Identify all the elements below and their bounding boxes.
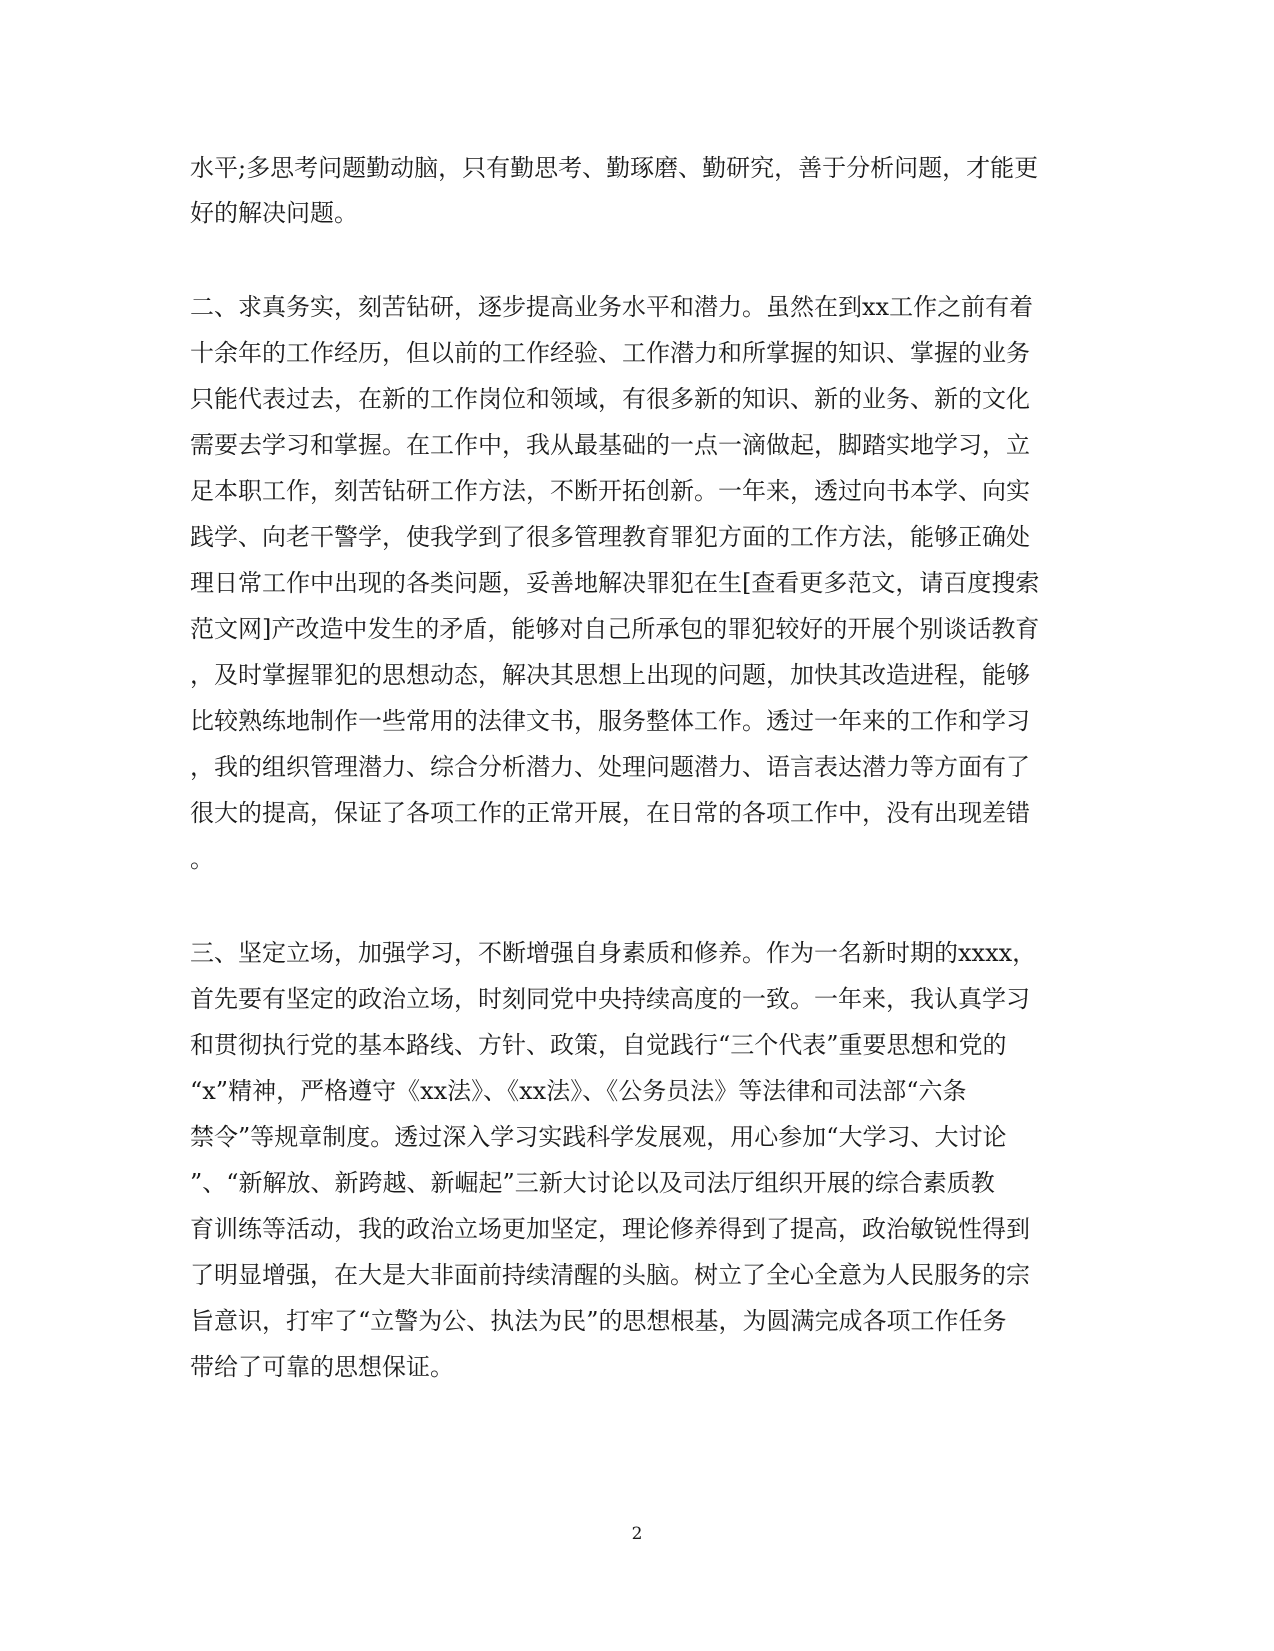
paragraph-2-line-5: 足本职工作，刻苦钻研工作方法，不断开拓创新。一年来，透过向书本学、向实 [190,477,1030,505]
paragraph-2-line-7: 理日常工作中出现的各类问题，妥善地解决罪犯在生[查看更多范文，请百度搜索 [190,569,1040,597]
paragraph-3-line-5: 禁令”等规章制度。透过深入学习实践科学发展观，用心参加“大学习、大讨论 [190,1123,1007,1151]
paragraph-2-line-1: 二、求真务实，刻苦钻研，逐步提高业务水平和潜力。虽然在到xx工作之前有着 [190,293,1034,321]
paragraph-3-line-8: 了明显增强，在大是大非面前持续清醒的头脑。树立了全心全意为人民服务的宗 [190,1261,1030,1289]
paragraph-1-line-2: 好的解决问题。 [190,199,358,227]
paragraph-3-line-7: 育训练等活动，我的政治立场更加坚定，理论修养得到了提高，政治敏锐性得到 [190,1215,1030,1243]
paragraph-1-line-1: 水平;多思考问题勤动脑，只有勤思考、勤琢磨、勤研究，善于分析问题，才能更 [190,154,1039,182]
paragraph-2-line-10: 比较熟练地制作一些常用的法律文书，服务整体工作。透过一年来的工作和学习 [190,707,1030,735]
paragraph-2-line-4: 需要去学习和掌握。在工作中，我从最基础的一点一滴做起，脚踏实地学习，立 [190,431,1030,459]
page-number: 2 [631,1524,643,1544]
paragraph-3-line-6: ”、“新解放、新跨越、新崛起”三新大讨论以及司法厅组织开展的综合素质教 [190,1169,995,1197]
paragraph-2-line-11: ，我的组织管理潜力、综合分析潜力、处理问题潜力、语言表达潜力等方面有了 [190,753,1030,781]
paragraph-3-line-4: “x”精神，严格遵守《xx法》、《xx法》、《公务员法》等法律和司法部“六条 [190,1077,967,1105]
paragraph-2-line-13: 。 [190,845,214,873]
paragraph-2-line-2: 十余年的工作经历，但以前的工作经验、工作潜力和所掌握的知识、掌握的业务 [190,339,1030,367]
paragraph-2-line-3: 只能代表过去，在新的工作岗位和领域，有很多新的知识、新的业务、新的文化 [190,385,1030,413]
paragraph-3-line-9: 旨意识，打牢了“立警为公、执法为民”的思想根基，为圆满完成各项工作任务 [190,1307,1007,1335]
paragraph-2-line-6: 践学、向老干警学，使我学到了很多管理教育罪犯方面的工作方法，能够正确处 [190,523,1030,551]
paragraph-2-line-12: 很大的提高，保证了各项工作的正常开展，在日常的各项工作中，没有出现差错 [190,799,1030,827]
paragraph-2-line-8: 范文网]产改造中发生的矛盾，能够对自己所承包的罪犯较好的开展个别谈话教育 [190,615,1040,643]
paragraph-3-line-1: 三、坚定立场，加强学习，不断增强自身素质和修养。作为一名新时期的xxxx， [190,939,1037,967]
paragraph-2-line-9: ，及时掌握罪犯的思想动态，解决其思想上出现的问题，加快其改造进程，能够 [190,661,1030,689]
paragraph-3-line-10: 带给了可靠的思想保证。 [190,1353,454,1381]
paragraph-3-line-2: 首先要有坚定的政治立场，时刻同党中央持续高度的一致。一年来，我认真学习 [190,985,1030,1013]
paragraph-3-line-3: 和贯彻执行党的基本路线、方针、政策，自觉践行“三个代表”重要思想和党的 [190,1031,1007,1059]
